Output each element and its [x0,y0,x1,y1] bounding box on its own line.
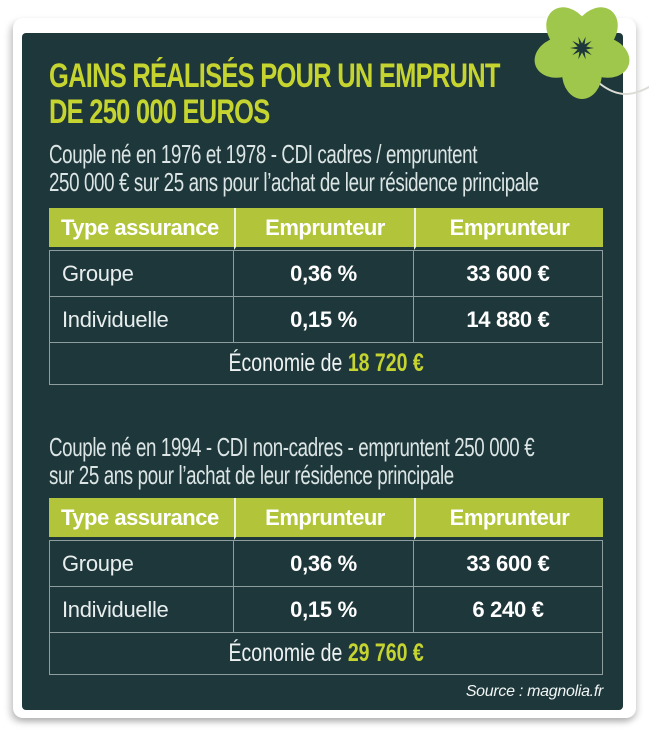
table-1-economy-value: 18 720 € [347,349,424,377]
table-2-individuelle-label: Individuelle [49,587,234,633]
table-1-economy-row [49,343,603,385]
scenario-2-description-line1: Couple né en 1994 - CDI non-cadres - empruntent 250 000 € [49,432,535,462]
flower-stem-line [599,81,649,94]
flower-icon [527,0,649,105]
gains-table-2 [49,498,603,675]
table-1-economy-label: Économie de [228,349,343,377]
table-2-header-row [49,498,603,540]
table-1-header-type-assurance: Type assurance [49,208,234,250]
table-2-economy-cell [49,633,603,675]
table-row [49,297,603,343]
page-title-line1: GAINS RÉALISÉS POUR UN EMPRUNT [49,57,500,95]
page-title [49,57,500,131]
table-2-economy-text [228,639,423,668]
scenario-1-description [49,139,539,197]
table-2-economy-value: 29 760 € [347,639,424,667]
table-2-header-emprunteur-rate: Emprunteur [234,498,414,540]
table-1-economy-text [228,349,423,378]
page-title-line2: DE 250 000 EUROS [49,93,270,131]
gains-table-1 [49,208,603,385]
table-2-groupe-rate: 0,36 % [234,540,414,587]
table-2-economy-row [49,633,603,675]
table-1-groupe-rate: 0,36 % [234,250,414,297]
table-row [49,250,603,297]
table-1-groupe-label: Groupe [49,250,234,297]
table-row [49,540,603,587]
table-1-individuelle-rate: 0,15 % [234,297,414,343]
table-1-economy-cell [49,343,603,385]
table-1-header-emprunteur-rate: Emprunteur [234,208,414,250]
table-1-header-row [49,208,603,250]
white-frame [13,18,636,718]
table-1-header-emprunteur-amount: Emprunteur [414,208,603,250]
source-credit: Source : magnolia.fr [465,683,603,700]
table-2-individuelle-rate: 0,15 % [234,587,414,633]
table-2-economy-label: Économie de [228,639,343,667]
table-2-header-type-assurance: Type assurance [49,498,234,540]
table-2-header-emprunteur-amount: Emprunteur [414,498,603,540]
table-1-individuelle-label: Individuelle [49,297,234,343]
table-2-individuelle-amount: 6 240 € [414,587,603,633]
scenario-1-description-line1: Couple né en 1976 et 1978 - CDI cadres / empruntent [49,139,478,169]
table-2-groupe-label: Groupe [49,540,234,587]
scenario-2-description-line2: sur 25 ans pour l’achat de leur résidence principale [49,460,454,490]
table-row [49,587,603,633]
scenario-1-description-line2: 250 000 € sur 25 ans pour l’achat de leur résidence principale [49,167,539,197]
scenario-2-description [49,432,535,490]
table-1-individuelle-amount: 14 880 € [414,297,603,343]
infographic-card [22,33,623,710]
table-1-groupe-amount: 33 600 € [414,250,603,297]
table-2-groupe-amount: 33 600 € [414,540,603,587]
